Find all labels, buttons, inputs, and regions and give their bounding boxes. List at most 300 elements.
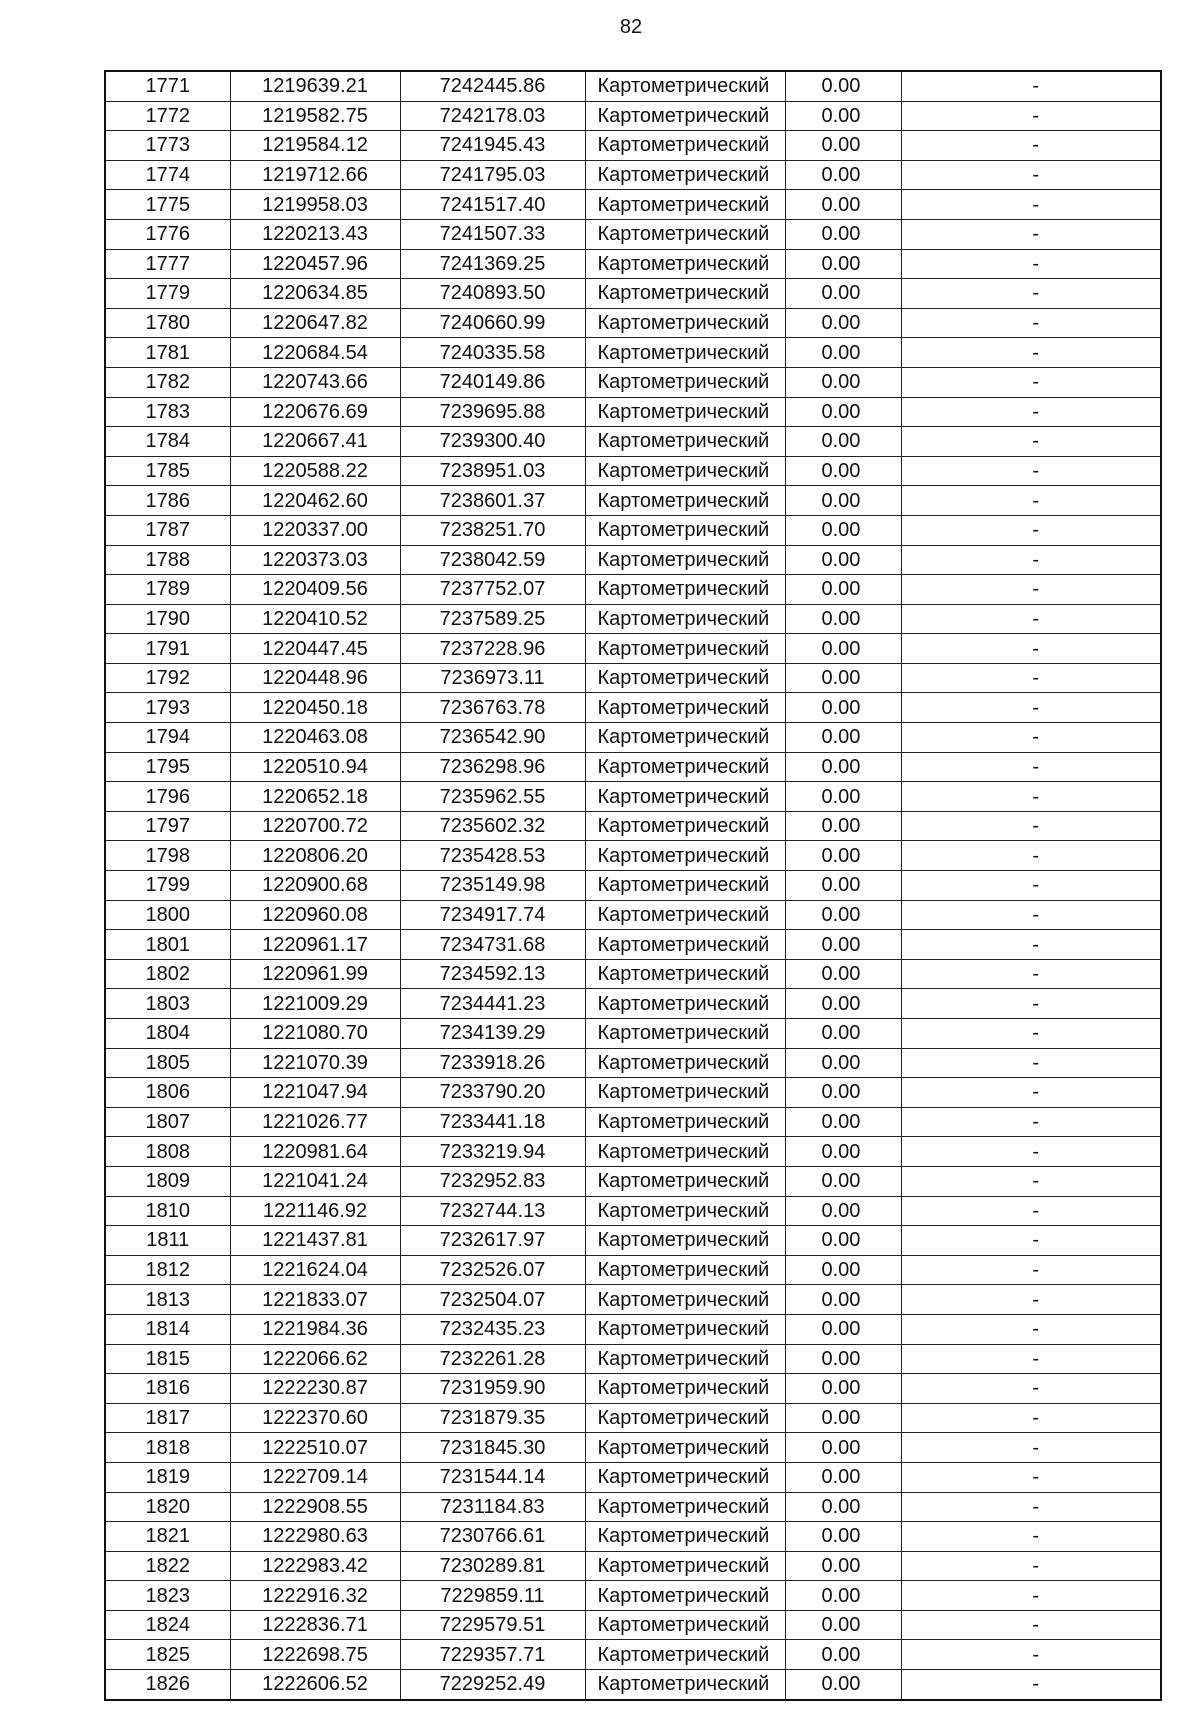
description-cell: - <box>901 634 1161 664</box>
error-cell: 0.00 <box>785 1610 901 1640</box>
table-row <box>105 1403 1161 1433</box>
y-coordinate-cell: 7233918.26 <box>400 1048 585 1078</box>
method-cell: Картометрический <box>585 486 785 516</box>
table-row <box>105 1522 1161 1552</box>
y-coordinate-cell: 7232952.83 <box>400 1166 585 1196</box>
x-coordinate-cell: 1221833.07 <box>230 1285 400 1315</box>
y-coordinate-cell: 7237752.07 <box>400 575 585 605</box>
x-coordinate-cell: 1222370.60 <box>230 1403 400 1433</box>
method-cell: Картометрический <box>585 1285 785 1315</box>
description-cell: - <box>901 279 1161 309</box>
y-coordinate-cell: 7241517.40 <box>400 190 585 220</box>
x-coordinate-cell: 1219712.66 <box>230 160 400 190</box>
error-cell: 0.00 <box>785 723 901 753</box>
error-cell: 0.00 <box>785 811 901 841</box>
method-cell: Картометрический <box>585 1492 785 1522</box>
table-row <box>105 1374 1161 1404</box>
description-cell: - <box>901 397 1161 427</box>
error-cell: 0.00 <box>785 1137 901 1167</box>
error-cell: 0.00 <box>785 308 901 338</box>
point-number-cell: 1776 <box>105 219 230 249</box>
y-coordinate-cell: 7238601.37 <box>400 486 585 516</box>
method-cell: Картометрический <box>585 1107 785 1137</box>
table-row <box>105 1226 1161 1256</box>
description-cell: - <box>901 1107 1161 1137</box>
x-coordinate-cell: 1220634.85 <box>230 279 400 309</box>
table-row <box>105 515 1161 545</box>
y-coordinate-cell: 7240149.86 <box>400 367 585 397</box>
y-coordinate-cell: 7239300.40 <box>400 427 585 457</box>
method-cell: Картометрический <box>585 1551 785 1581</box>
error-cell: 0.00 <box>785 752 901 782</box>
x-coordinate-cell: 1220684.54 <box>230 338 400 368</box>
y-coordinate-cell: 7241369.25 <box>400 249 585 279</box>
error-cell: 0.00 <box>785 782 901 812</box>
table-row <box>105 1048 1161 1078</box>
point-number-cell: 1772 <box>105 101 230 131</box>
description-cell: - <box>901 1019 1161 1049</box>
y-coordinate-cell: 7231879.35 <box>400 1403 585 1433</box>
table-row <box>105 131 1161 161</box>
x-coordinate-cell: 1222066.62 <box>230 1344 400 1374</box>
table-row <box>105 604 1161 634</box>
point-number-cell: 1805 <box>105 1048 230 1078</box>
table-row <box>105 427 1161 457</box>
description-cell: - <box>901 486 1161 516</box>
x-coordinate-cell: 1220647.82 <box>230 308 400 338</box>
table-row <box>105 1581 1161 1611</box>
error-cell: 0.00 <box>785 1226 901 1256</box>
point-number-cell: 1784 <box>105 427 230 457</box>
y-coordinate-cell: 7229357.71 <box>400 1640 585 1670</box>
description-cell: - <box>901 367 1161 397</box>
table-row <box>105 190 1161 220</box>
x-coordinate-cell: 1220806.20 <box>230 841 400 871</box>
point-number-cell: 1787 <box>105 515 230 545</box>
x-coordinate-cell: 1220463.08 <box>230 723 400 753</box>
error-cell: 0.00 <box>785 1640 901 1670</box>
description-cell: - <box>901 1492 1161 1522</box>
description-cell: - <box>901 1314 1161 1344</box>
error-cell: 0.00 <box>785 160 901 190</box>
error-cell: 0.00 <box>785 663 901 693</box>
description-cell: - <box>901 752 1161 782</box>
method-cell: Картометрический <box>585 131 785 161</box>
error-cell: 0.00 <box>785 515 901 545</box>
point-number-cell: 1777 <box>105 249 230 279</box>
method-cell: Картометрический <box>585 1137 785 1167</box>
method-cell: Картометрический <box>585 219 785 249</box>
y-coordinate-cell: 7241945.43 <box>400 131 585 161</box>
description-cell: - <box>901 1610 1161 1640</box>
y-coordinate-cell: 7231959.90 <box>400 1374 585 1404</box>
table-row <box>105 1492 1161 1522</box>
table-row <box>105 338 1161 368</box>
point-number-cell: 1818 <box>105 1433 230 1463</box>
method-cell: Картометрический <box>585 338 785 368</box>
x-coordinate-cell: 1221041.24 <box>230 1166 400 1196</box>
method-cell: Картометрический <box>585 723 785 753</box>
point-number-cell: 1801 <box>105 930 230 960</box>
y-coordinate-cell: 7236298.96 <box>400 752 585 782</box>
method-cell: Картометрический <box>585 456 785 486</box>
x-coordinate-cell: 1220667.41 <box>230 427 400 457</box>
error-cell: 0.00 <box>785 841 901 871</box>
y-coordinate-cell: 7235962.55 <box>400 782 585 812</box>
method-cell: Картометрический <box>585 160 785 190</box>
point-number-cell: 1783 <box>105 397 230 427</box>
error-cell: 0.00 <box>785 367 901 397</box>
x-coordinate-cell: 1220457.96 <box>230 249 400 279</box>
method-cell: Картометрический <box>585 1166 785 1196</box>
method-cell: Картометрический <box>585 427 785 457</box>
method-cell: Картометрический <box>585 811 785 841</box>
y-coordinate-cell: 7240893.50 <box>400 279 585 309</box>
description-cell: - <box>901 1078 1161 1108</box>
x-coordinate-cell: 1219584.12 <box>230 131 400 161</box>
y-coordinate-cell: 7230289.81 <box>400 1551 585 1581</box>
point-number-cell: 1782 <box>105 367 230 397</box>
error-cell: 0.00 <box>785 427 901 457</box>
y-coordinate-cell: 7232435.23 <box>400 1314 585 1344</box>
x-coordinate-cell: 1220900.68 <box>230 871 400 901</box>
error-cell: 0.00 <box>785 338 901 368</box>
x-coordinate-cell: 1220447.45 <box>230 634 400 664</box>
x-coordinate-cell: 1222606.52 <box>230 1670 400 1700</box>
description-cell: - <box>901 723 1161 753</box>
table-row <box>105 989 1161 1019</box>
table-row <box>105 1107 1161 1137</box>
table-row <box>105 841 1161 871</box>
point-number-cell: 1771 <box>105 71 230 101</box>
description-cell: - <box>901 1403 1161 1433</box>
error-cell: 0.00 <box>785 1048 901 1078</box>
error-cell: 0.00 <box>785 959 901 989</box>
x-coordinate-cell: 1222510.07 <box>230 1433 400 1463</box>
method-cell: Картометрический <box>585 1196 785 1226</box>
method-cell: Картометрический <box>585 308 785 338</box>
y-coordinate-cell: 7234592.13 <box>400 959 585 989</box>
method-cell: Картометрический <box>585 604 785 634</box>
point-number-cell: 1794 <box>105 723 230 753</box>
x-coordinate-cell: 1220961.17 <box>230 930 400 960</box>
y-coordinate-cell: 7234441.23 <box>400 989 585 1019</box>
description-cell: - <box>901 1196 1161 1226</box>
description-cell: - <box>901 1640 1161 1670</box>
description-cell: - <box>901 190 1161 220</box>
x-coordinate-cell: 1222983.42 <box>230 1551 400 1581</box>
error-cell: 0.00 <box>785 1403 901 1433</box>
table-row <box>105 367 1161 397</box>
error-cell: 0.00 <box>785 1433 901 1463</box>
point-number-cell: 1779 <box>105 279 230 309</box>
point-number-cell: 1802 <box>105 959 230 989</box>
point-number-cell: 1773 <box>105 131 230 161</box>
method-cell: Картометрический <box>585 693 785 723</box>
table-row <box>105 1551 1161 1581</box>
point-number-cell: 1817 <box>105 1403 230 1433</box>
error-cell: 0.00 <box>785 1670 901 1700</box>
error-cell: 0.00 <box>785 1255 901 1285</box>
method-cell: Картометрический <box>585 1522 785 1552</box>
method-cell: Картометрический <box>585 1374 785 1404</box>
y-coordinate-cell: 7238251.70 <box>400 515 585 545</box>
point-number-cell: 1774 <box>105 160 230 190</box>
y-coordinate-cell: 7232744.13 <box>400 1196 585 1226</box>
y-coordinate-cell: 7236542.90 <box>400 723 585 753</box>
error-cell: 0.00 <box>785 1019 901 1049</box>
description-cell: - <box>901 1433 1161 1463</box>
error-cell: 0.00 <box>785 190 901 220</box>
x-coordinate-cell: 1220652.18 <box>230 782 400 812</box>
description-cell: - <box>901 427 1161 457</box>
method-cell: Картометрический <box>585 930 785 960</box>
method-cell: Картометрический <box>585 101 785 131</box>
point-number-cell: 1798 <box>105 841 230 871</box>
x-coordinate-cell: 1220213.43 <box>230 219 400 249</box>
error-cell: 0.00 <box>785 1522 901 1552</box>
description-cell: - <box>901 1344 1161 1374</box>
method-cell: Картометрический <box>585 1314 785 1344</box>
x-coordinate-cell: 1220510.94 <box>230 752 400 782</box>
x-coordinate-cell: 1220373.03 <box>230 545 400 575</box>
error-cell: 0.00 <box>785 989 901 1019</box>
x-coordinate-cell: 1222916.32 <box>230 1581 400 1611</box>
method-cell: Картометрический <box>585 1226 785 1256</box>
error-cell: 0.00 <box>785 1492 901 1522</box>
point-number-cell: 1823 <box>105 1581 230 1611</box>
description-cell: - <box>901 545 1161 575</box>
point-number-cell: 1791 <box>105 634 230 664</box>
table-row <box>105 219 1161 249</box>
description-cell: - <box>901 131 1161 161</box>
table-row <box>105 900 1161 930</box>
error-cell: 0.00 <box>785 1078 901 1108</box>
error-cell: 0.00 <box>785 930 901 960</box>
x-coordinate-cell: 1220410.52 <box>230 604 400 634</box>
method-cell: Картометрический <box>585 1078 785 1108</box>
y-coordinate-cell: 7234917.74 <box>400 900 585 930</box>
point-number-cell: 1809 <box>105 1166 230 1196</box>
method-cell: Картометрический <box>585 1344 785 1374</box>
y-coordinate-cell: 7235602.32 <box>400 811 585 841</box>
method-cell: Картометрический <box>585 871 785 901</box>
point-number-cell: 1812 <box>105 1255 230 1285</box>
description-cell: - <box>901 1670 1161 1700</box>
table-row <box>105 1078 1161 1108</box>
point-number-cell: 1795 <box>105 752 230 782</box>
y-coordinate-cell: 7234139.29 <box>400 1019 585 1049</box>
y-coordinate-cell: 7238951.03 <box>400 456 585 486</box>
point-number-cell: 1781 <box>105 338 230 368</box>
x-coordinate-cell: 1222230.87 <box>230 1374 400 1404</box>
x-coordinate-cell: 1221070.39 <box>230 1048 400 1078</box>
y-coordinate-cell: 7229252.49 <box>400 1670 585 1700</box>
error-cell: 0.00 <box>785 1166 901 1196</box>
description-cell: - <box>901 782 1161 812</box>
error-cell: 0.00 <box>785 1581 901 1611</box>
x-coordinate-cell: 1220462.60 <box>230 486 400 516</box>
description-cell: - <box>901 693 1161 723</box>
description-cell: - <box>901 900 1161 930</box>
x-coordinate-cell: 1221080.70 <box>230 1019 400 1049</box>
point-number-cell: 1786 <box>105 486 230 516</box>
error-cell: 0.00 <box>785 1344 901 1374</box>
point-number-cell: 1806 <box>105 1078 230 1108</box>
method-cell: Картометрический <box>585 1403 785 1433</box>
description-cell: - <box>901 515 1161 545</box>
error-cell: 0.00 <box>785 397 901 427</box>
error-cell: 0.00 <box>785 900 901 930</box>
description-cell: - <box>901 604 1161 634</box>
table-row <box>105 1610 1161 1640</box>
x-coordinate-cell: 1221026.77 <box>230 1107 400 1137</box>
error-cell: 0.00 <box>785 604 901 634</box>
x-coordinate-cell: 1220961.99 <box>230 959 400 989</box>
description-cell: - <box>901 959 1161 989</box>
table-row <box>105 1462 1161 1492</box>
table-row <box>105 1670 1161 1700</box>
method-cell: Картометрический <box>585 663 785 693</box>
x-coordinate-cell: 1221009.29 <box>230 989 400 1019</box>
method-cell: Картометрический <box>585 900 785 930</box>
description-cell: - <box>901 101 1161 131</box>
x-coordinate-cell: 1221437.81 <box>230 1226 400 1256</box>
description-cell: - <box>901 160 1161 190</box>
description-cell: - <box>901 1285 1161 1315</box>
method-cell: Картометрический <box>585 367 785 397</box>
table-row <box>105 71 1161 101</box>
method-cell: Картометрический <box>585 1433 785 1463</box>
error-cell: 0.00 <box>785 1314 901 1344</box>
x-coordinate-cell: 1220337.00 <box>230 515 400 545</box>
table-row <box>105 308 1161 338</box>
x-coordinate-cell: 1220409.56 <box>230 575 400 605</box>
method-cell: Картометрический <box>585 1640 785 1670</box>
error-cell: 0.00 <box>785 456 901 486</box>
method-cell: Картометрический <box>585 190 785 220</box>
point-number-cell: 1816 <box>105 1374 230 1404</box>
page-number: 82 <box>619 16 643 38</box>
x-coordinate-cell: 1222908.55 <box>230 1492 400 1522</box>
point-number-cell: 1785 <box>105 456 230 486</box>
x-coordinate-cell: 1220960.08 <box>230 900 400 930</box>
description-cell: - <box>901 456 1161 486</box>
table-row <box>105 575 1161 605</box>
method-cell: Картометрический <box>585 249 785 279</box>
error-cell: 0.00 <box>785 1462 901 1492</box>
error-cell: 0.00 <box>785 249 901 279</box>
table-row <box>105 486 1161 516</box>
table-row <box>105 959 1161 989</box>
error-cell: 0.00 <box>785 486 901 516</box>
method-cell: Картометрический <box>585 71 785 101</box>
error-cell: 0.00 <box>785 693 901 723</box>
description-cell: - <box>901 1551 1161 1581</box>
method-cell: Картометрический <box>585 515 785 545</box>
table-row <box>105 752 1161 782</box>
table-row <box>105 279 1161 309</box>
error-cell: 0.00 <box>785 219 901 249</box>
point-number-cell: 1820 <box>105 1492 230 1522</box>
point-number-cell: 1800 <box>105 900 230 930</box>
table-row <box>105 545 1161 575</box>
error-cell: 0.00 <box>785 279 901 309</box>
y-coordinate-cell: 7229859.11 <box>400 1581 585 1611</box>
table-row <box>105 1166 1161 1196</box>
table-row <box>105 782 1161 812</box>
y-coordinate-cell: 7235428.53 <box>400 841 585 871</box>
y-coordinate-cell: 7232617.97 <box>400 1226 585 1256</box>
point-number-cell: 1796 <box>105 782 230 812</box>
error-cell: 0.00 <box>785 1196 901 1226</box>
x-coordinate-cell: 1221146.92 <box>230 1196 400 1226</box>
y-coordinate-cell: 7231184.83 <box>400 1492 585 1522</box>
method-cell: Картометрический <box>585 545 785 575</box>
point-number-cell: 1810 <box>105 1196 230 1226</box>
point-number-cell: 1797 <box>105 811 230 841</box>
y-coordinate-cell: 7229579.51 <box>400 1610 585 1640</box>
description-cell: - <box>901 1137 1161 1167</box>
x-coordinate-cell: 1220676.69 <box>230 397 400 427</box>
x-coordinate-cell: 1221047.94 <box>230 1078 400 1108</box>
y-coordinate-cell: 7233790.20 <box>400 1078 585 1108</box>
point-number-cell: 1819 <box>105 1462 230 1492</box>
point-number-cell: 1811 <box>105 1226 230 1256</box>
error-cell: 0.00 <box>785 871 901 901</box>
description-cell: - <box>901 219 1161 249</box>
method-cell: Картометрический <box>585 1670 785 1700</box>
x-coordinate-cell: 1221624.04 <box>230 1255 400 1285</box>
x-coordinate-cell: 1220700.72 <box>230 811 400 841</box>
y-coordinate-cell: 7241507.33 <box>400 219 585 249</box>
description-cell: - <box>901 575 1161 605</box>
point-number-cell: 1814 <box>105 1314 230 1344</box>
table-row <box>105 160 1161 190</box>
description-cell: - <box>901 1374 1161 1404</box>
description-cell: - <box>901 1226 1161 1256</box>
x-coordinate-cell: 1219639.21 <box>230 71 400 101</box>
error-cell: 0.00 <box>785 634 901 664</box>
table-row <box>105 1137 1161 1167</box>
error-cell: 0.00 <box>785 575 901 605</box>
y-coordinate-cell: 7236973.11 <box>400 663 585 693</box>
table-row <box>105 249 1161 279</box>
table-row <box>105 456 1161 486</box>
y-coordinate-cell: 7237228.96 <box>400 634 585 664</box>
description-cell: - <box>901 71 1161 101</box>
x-coordinate-cell: 1222698.75 <box>230 1640 400 1670</box>
x-coordinate-cell: 1220588.22 <box>230 456 400 486</box>
point-number-cell: 1807 <box>105 1107 230 1137</box>
method-cell: Картометрический <box>585 1255 785 1285</box>
y-coordinate-cell: 7240660.99 <box>400 308 585 338</box>
description-cell: - <box>901 841 1161 871</box>
x-coordinate-cell: 1220981.64 <box>230 1137 400 1167</box>
x-coordinate-cell: 1220743.66 <box>230 367 400 397</box>
description-cell: - <box>901 338 1161 368</box>
method-cell: Картометрический <box>585 634 785 664</box>
table-row <box>105 634 1161 664</box>
description-cell: - <box>901 1048 1161 1078</box>
x-coordinate-cell: 1220450.18 <box>230 693 400 723</box>
method-cell: Картометрический <box>585 1462 785 1492</box>
x-coordinate-cell: 1221984.36 <box>230 1314 400 1344</box>
method-cell: Картометрический <box>585 397 785 427</box>
point-number-cell: 1821 <box>105 1522 230 1552</box>
description-cell: - <box>901 1166 1161 1196</box>
point-number-cell: 1808 <box>105 1137 230 1167</box>
